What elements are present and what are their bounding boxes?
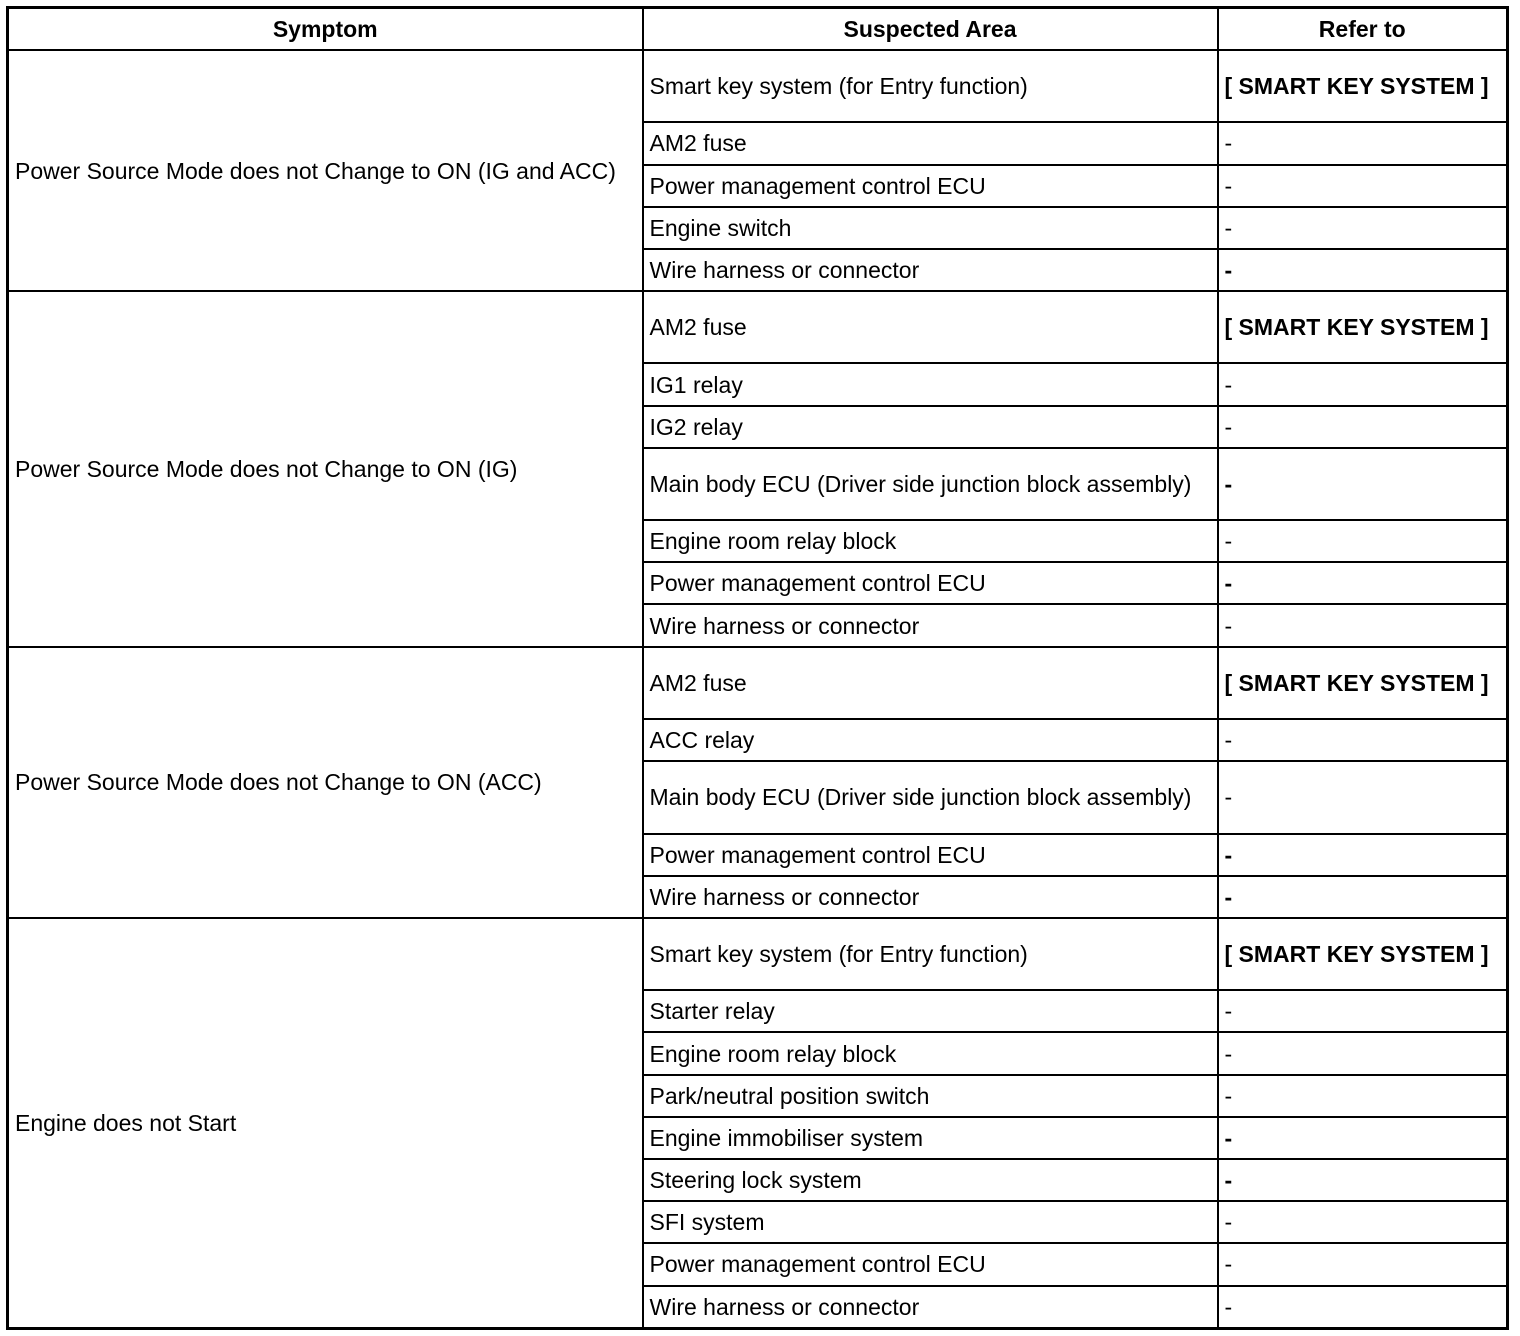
refer-cell: - <box>1218 761 1508 833</box>
suspected-area-cell: Engine switch <box>643 207 1218 249</box>
suspected-area-cell: Engine room relay block <box>643 1032 1218 1074</box>
refer-cell: - <box>1218 363 1508 405</box>
suspected-area-cell: AM2 fuse <box>643 122 1218 164</box>
refer-cell: - <box>1218 406 1508 448</box>
symptom-cell: Engine does not Start <box>8 918 643 1329</box>
refer-link[interactable]: [ SMART KEY SYSTEM ] <box>1218 50 1508 122</box>
suspected-area-cell: Wire harness or connector <box>643 249 1218 291</box>
header-refer-to: Refer to <box>1218 8 1508 51</box>
refer-link[interactable]: [ SMART KEY SYSTEM ] <box>1218 918 1508 990</box>
refer-cell: - <box>1218 1286 1508 1329</box>
refer-cell: - <box>1218 1243 1508 1285</box>
suspected-area-cell: Engine immobiliser system <box>643 1117 1218 1159</box>
header-symptom: Symptom <box>8 8 643 51</box>
refer-cell: - <box>1218 165 1508 207</box>
suspected-area-cell: ACC relay <box>643 719 1218 761</box>
suspected-area-cell: Wire harness or connector <box>643 604 1218 646</box>
suspected-area-cell: Power management control ECU <box>643 834 1218 876</box>
suspected-area-cell: Wire harness or connector <box>643 1286 1218 1329</box>
refer-cell: - <box>1218 1159 1508 1201</box>
refer-cell: - <box>1218 604 1508 646</box>
suspected-area-cell: Main body ECU (Driver side junction block assembly) <box>643 448 1218 520</box>
refer-cell: - <box>1218 719 1508 761</box>
refer-cell: - <box>1218 990 1508 1032</box>
suspected-area-cell: AM2 fuse <box>643 647 1218 719</box>
refer-cell: - <box>1218 1201 1508 1243</box>
suspected-area-cell: SFI system <box>643 1201 1218 1243</box>
suspected-area-cell: Wire harness or connector <box>643 876 1218 918</box>
refer-cell: - <box>1218 448 1508 520</box>
suspected-area-cell: AM2 fuse <box>643 291 1218 363</box>
suspected-area-cell: Power management control ECU <box>643 165 1218 207</box>
suspected-area-cell: Steering lock system <box>643 1159 1218 1201</box>
symptom-cell: Power Source Mode does not Change to ON (ACC) <box>8 647 643 918</box>
refer-cell: - <box>1218 1075 1508 1117</box>
refer-link[interactable]: [ SMART KEY SYSTEM ] <box>1218 291 1508 363</box>
suspected-area-cell: IG1 relay <box>643 363 1218 405</box>
refer-cell: - <box>1218 122 1508 164</box>
refer-cell: - <box>1218 876 1508 918</box>
header-suspected-area: Suspected Area <box>643 8 1218 51</box>
suspected-area-cell: Starter relay <box>643 990 1218 1032</box>
suspected-area-cell: Smart key system (for Entry function) <box>643 50 1218 122</box>
suspected-area-cell: Engine room relay block <box>643 520 1218 562</box>
refer-cell: - <box>1218 207 1508 249</box>
suspected-area-cell: IG2 relay <box>643 406 1218 448</box>
troubleshooting-table <box>6 6 1509 1330</box>
symptom-cell: Power Source Mode does not Change to ON (IG) <box>8 291 643 647</box>
refer-cell: - <box>1218 1117 1508 1159</box>
suspected-area-cell: Power management control ECU <box>643 562 1218 604</box>
refer-link[interactable]: [ SMART KEY SYSTEM ] <box>1218 647 1508 719</box>
suspected-area-cell: Power management control ECU <box>643 1243 1218 1285</box>
symptom-cell: Power Source Mode does not Change to ON (IG and ACC) <box>8 50 643 291</box>
suspected-area-cell: Smart key system (for Entry function) <box>643 918 1218 990</box>
refer-cell: - <box>1218 834 1508 876</box>
refer-cell: - <box>1218 1032 1508 1074</box>
refer-cell: - <box>1218 562 1508 604</box>
suspected-area-cell: Park/neutral position switch <box>643 1075 1218 1117</box>
suspected-area-cell: Main body ECU (Driver side junction block assembly) <box>643 761 1218 833</box>
refer-cell: - <box>1218 520 1508 562</box>
refer-cell: - <box>1218 249 1508 291</box>
